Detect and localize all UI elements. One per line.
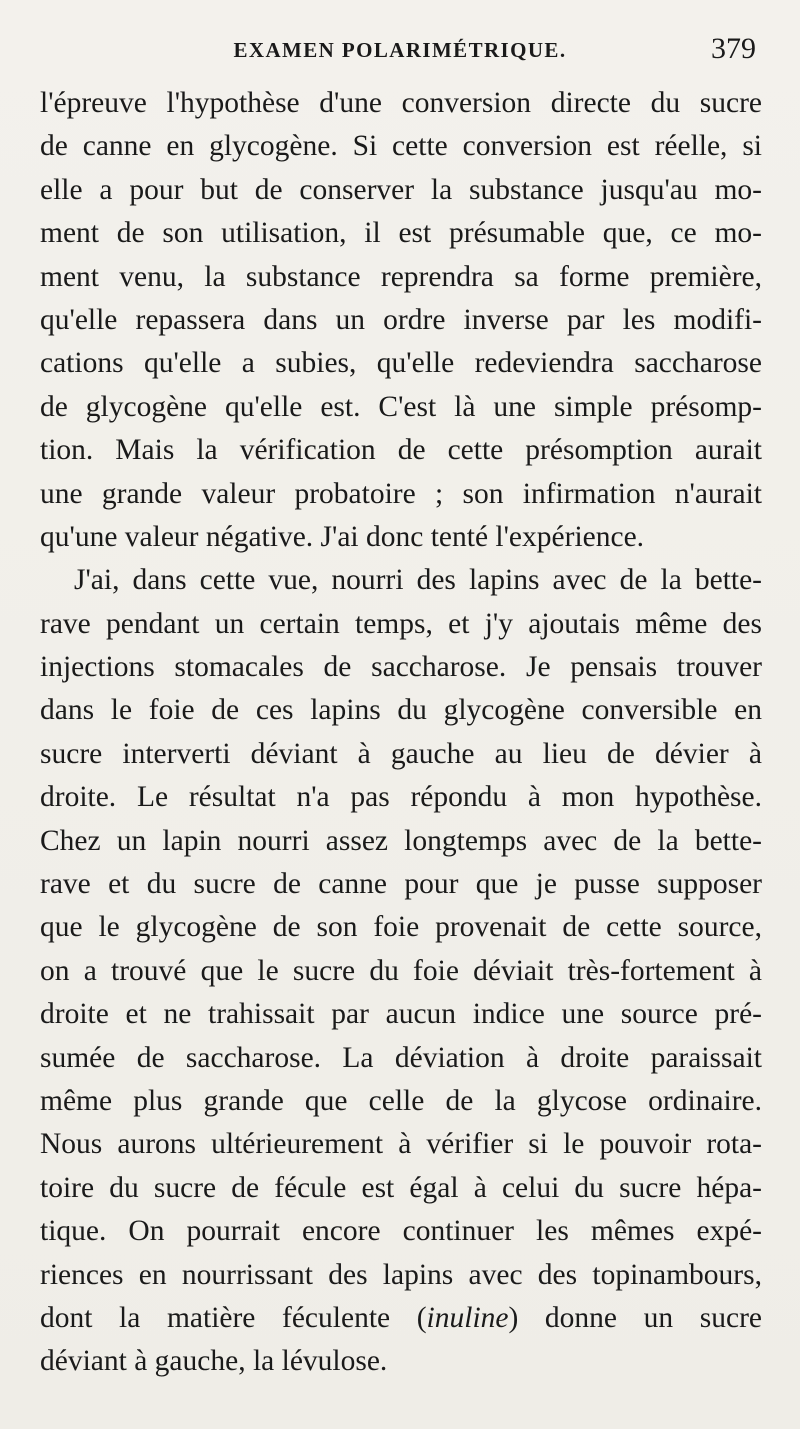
- text-line: tion. Mais la vérification de cette présomption aurait: [40, 434, 762, 467]
- text-line: l'épreuve l'hypothèse d'une conversion directe du sucre: [40, 87, 762, 119]
- body-text: [40, 82, 762, 1384]
- text-line: on a trouvé que le sucre du foie déviait très-fortement à: [40, 954, 762, 987]
- text-line: de glycogène qu'elle est. C'est là une simple présomp-: [40, 390, 762, 423]
- page-header: [40, 32, 760, 76]
- text-line-with-italic: [40, 1297, 762, 1340]
- text-line: rave pendant un certain temps, et j'y ajoutais même des: [40, 607, 762, 640]
- italic-term: inuline: [426, 1301, 509, 1334]
- text-line: qu'elle repassera dans un ordre inverse par les modifi-: [40, 303, 762, 336]
- text-line: ment venu, la substance reprendra sa forme première,: [40, 260, 762, 293]
- text-line: déviant à gauche, la lévulose.: [40, 1345, 388, 1378]
- text-line: de canne en glycogène. Si cette conversion est réelle, si: [40, 130, 762, 163]
- paragraph-2: [40, 559, 762, 1383]
- text-segment: dont la matière féculente (: [40, 1301, 427, 1334]
- page-number: 379: [711, 32, 756, 65]
- text-line: cations qu'elle a subies, qu'elle redeviendra saccharose: [40, 347, 762, 380]
- text-line: tique. On pourrait encore continuer les mêmes expé-: [40, 1215, 762, 1248]
- text-line: une grande valeur probatoire ; son infirmation n'aurait: [40, 477, 762, 510]
- paragraph-1: [40, 82, 762, 559]
- text-line: toire du sucre de fécule est égal à celui du sucre hépa-: [40, 1171, 762, 1204]
- text-line: même plus grande que celle de la glycose ordinaire.: [40, 1084, 762, 1117]
- text-line: riences en nourrissant des lapins avec des topinambours,: [40, 1258, 762, 1291]
- text-line: Chez un lapin nourri assez longtemps avec de la bette-: [40, 824, 762, 857]
- text-line: dans le foie de ces lapins du glycogène conversible en: [40, 694, 762, 727]
- running-head: EXAMEN POLARIMÉTRIQUE.: [233, 38, 567, 62]
- text-line: sucre interverti déviant à gauche au lieu de dévier à: [40, 737, 762, 770]
- text-line: sumée de saccharose. La déviation à droite paraissait: [40, 1041, 762, 1074]
- text-line: J'ai, dans cette vue, nourri des lapins avec de la bette-: [74, 564, 762, 597]
- text-line: injections stomacales de saccharose. Je pensais trouver: [40, 651, 762, 684]
- text-segment: ) donne un sucre: [508, 1301, 762, 1334]
- text-line: rave et du sucre de canne pour que je pusse supposer: [40, 868, 762, 901]
- text-line: qu'une valeur négative. J'ai donc tenté l'expérience.: [40, 520, 645, 553]
- text-line: elle a pour but de conserver la substance jusqu'au mo-: [40, 173, 762, 206]
- text-line: ment de son utilisation, il est présumable que, ce mo-: [40, 217, 762, 250]
- text-line: Nous aurons ultérieurement à vérifier si le pouvoir rota-: [40, 1128, 762, 1161]
- text-line: droite. Le résultat n'a pas répondu à mon hypothèse.: [40, 781, 762, 814]
- text-line: que le glycogène de son foie provenait de cette source,: [40, 911, 762, 944]
- text-line: droite et ne trahissait par aucun indice une source pré-: [40, 998, 762, 1031]
